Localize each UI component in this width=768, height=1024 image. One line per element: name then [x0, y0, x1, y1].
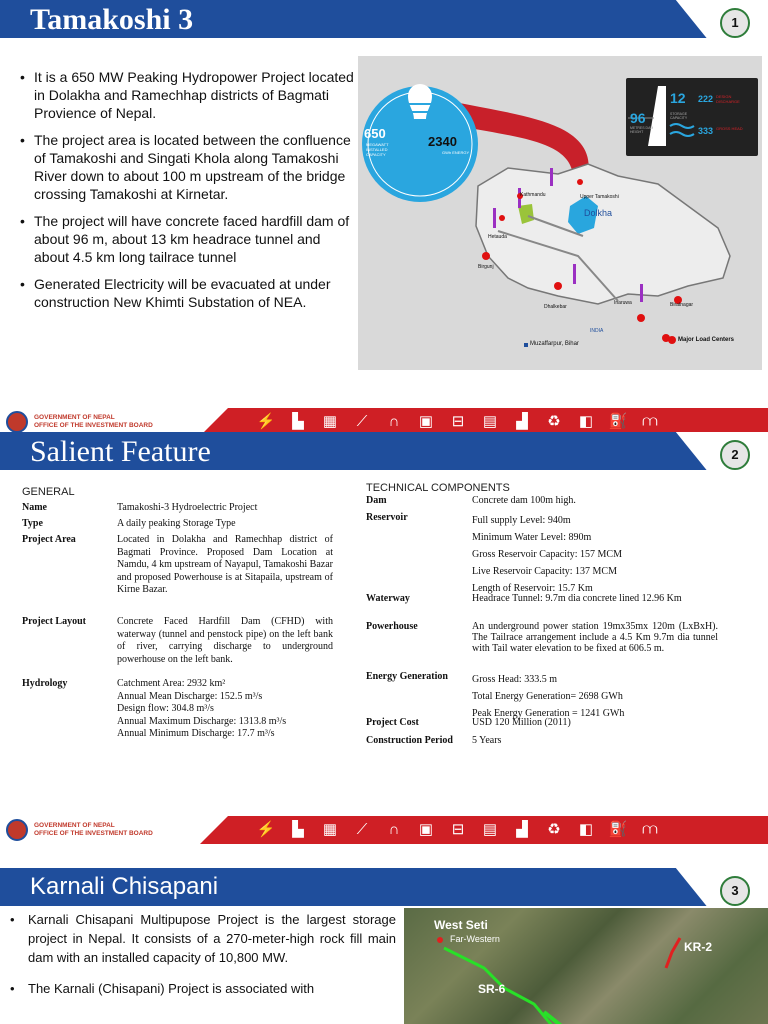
industry-icon: ▟: [516, 821, 528, 838]
row-value: A daily peaking Storage Type: [117, 518, 236, 529]
footer-icon-row: [256, 820, 660, 840]
page-number: 1: [720, 8, 750, 38]
value-line: Gross Head: 333.5 m: [472, 674, 557, 685]
place-upper-tamakoshi: Upper Tamakoshi: [580, 194, 619, 200]
slide-title: Karnali Chisapani: [30, 873, 219, 900]
fuel-icon: ⛽: [608, 413, 628, 430]
factory-icon: ▙: [292, 413, 304, 430]
technical-heading: TECHNICAL COMPONENTS: [366, 482, 510, 494]
row-key: Dam: [366, 495, 387, 506]
bus-icon: ▤: [482, 413, 498, 430]
value-line: Total Energy Generation= 2698 GWh: [472, 691, 623, 702]
label-far-western: Far-Western: [450, 934, 500, 944]
general-heading: GENERAL: [22, 486, 75, 498]
tunnel-icon: ∩: [388, 821, 400, 838]
slide-title: Salient Feature: [30, 435, 211, 468]
value-line: Gross Reservoir Capacity: 157 MCM: [472, 549, 622, 560]
place-birgunj: Birgunj: [478, 264, 494, 270]
row-value: Headrace Tunnel: 9.7m dia concrete lined 12.96 Km: [472, 593, 682, 604]
label-west-seti: West Seti: [434, 918, 488, 932]
title-bar: [0, 868, 768, 908]
transmission-icon: ⚡: [256, 413, 276, 430]
row-key: Type: [22, 518, 43, 529]
row-key: Hydrology: [22, 678, 68, 689]
row-value: Concrete Faced Hardfill Dam (CFHD) with waterway (tunnel and penstock pipe) on the left bank of river, carrying discharge to underground powerhouse on the left bank.: [117, 616, 333, 665]
row-value: USD 120 Million (2011): [472, 717, 571, 728]
gov-text: [34, 414, 153, 430]
gov-line-1: GOVERNMENT OF NEPAL: [34, 414, 115, 421]
value-line: Minimum Water Level: 890m: [472, 532, 592, 543]
value-line: Full supply Level: 940m: [472, 515, 571, 526]
water-icon: ◧: [578, 413, 594, 430]
place-biratnagar: Biratnagar: [670, 302, 694, 308]
bus-icon: ▤: [482, 821, 498, 838]
energy-label: GWh ENERGY: [442, 150, 470, 155]
footer-bar: [0, 816, 768, 844]
nepal-emblem-icon: [6, 819, 28, 841]
gov-line-1: GOVERNMENT OF NEPAL: [34, 822, 115, 829]
bullet-item: • It is a 650 MW Peaking Hydropower Project located in Dolakha and Ramechhap districts of Bagmati Provience of Nepal.: [18, 68, 358, 122]
row-key: Powerhouse: [366, 621, 418, 632]
value-line: Catchment Area: 2932 km²: [117, 678, 226, 689]
page-number: 2: [720, 440, 750, 470]
legend-load-centers: Major Load Centers: [678, 337, 735, 343]
place-dolkha: Dolkha: [584, 208, 613, 218]
gross-head-value: 333: [698, 126, 714, 136]
value-line: Annual Minimum Discharge: 17.7 m³/s: [117, 728, 275, 740]
row-value: Located in Dolakha and Ramechhap district of Bagmati Province. Proposed Dam Location at Namdu, 4 km upstream of Nayapul, Tamakoshi Bazar and proposed Powerhouse is at Sitapaila, upstream of Kirne Bazar.: [117, 534, 333, 596]
place-india: INDIA: [590, 328, 604, 334]
bridge-icon: ⩋: [642, 821, 658, 838]
gross-head-label: GROSS HEAD: [716, 126, 743, 131]
title-bar: [0, 432, 768, 472]
nepal-emblem-icon: [6, 411, 28, 433]
place-kathmandu: Kathmandu: [520, 192, 546, 198]
place-hetauda: Hetauda: [488, 234, 507, 240]
row-key: Project Area: [22, 534, 76, 545]
city-icon: ▦: [322, 821, 338, 838]
gov-line-2: OFFICE OF THE INVESTMENT BOARD: [34, 422, 153, 429]
discharge-label: DESIGN DISCHARGE: [716, 94, 740, 104]
satellite-map: [404, 908, 768, 1024]
bullet-item: • The project will have concrete faced hardfill dam of about 96 m, about 13 km headrace tunnel and about 4.5 km long tailrace tunnel: [18, 212, 358, 266]
cable-car-icon: ⊟: [451, 821, 465, 838]
discharge-value: 222: [698, 94, 714, 104]
row-value: [472, 512, 724, 597]
bullet-item: • Karnali Chisapani Multipupose Project is the largest storage project in Nepal. It consists of a 270-meter-high rock fill main dam with an installed capacity of 10,800 MW.: [8, 910, 396, 967]
row-value: [117, 678, 333, 741]
value-line: Annual Mean Discharge: 152.5 m³/s: [117, 690, 263, 702]
installed-capacity-value: 650: [364, 126, 386, 141]
bridge-icon: ⩋: [642, 413, 658, 430]
row-key: Construction Period: [366, 735, 453, 746]
fuel-icon: ⛽: [608, 821, 628, 838]
row-key: Project Cost: [366, 717, 419, 728]
storage-label: STORAGE CAPACITY: [670, 112, 688, 120]
installed-capacity-label: MEGAWATT INSTALLED CAPACITY: [366, 142, 389, 157]
value-line: Design flow: 304.8 m³/s: [117, 703, 214, 715]
page-number: 3: [720, 876, 750, 906]
tunnel-icon: ∩: [388, 413, 400, 430]
city-icon: ▦: [322, 413, 338, 430]
bullet-item: • The project area is located between the confluence of Tamakoshi and Singati Khola along Tamakoshi River down to about 100 m upstream of the bridge crossing Tamakoshi at Kirnetar.: [18, 131, 358, 203]
slide-karnali-chisapani: [0, 868, 768, 1024]
industry-icon: ▟: [516, 413, 528, 430]
value-line: Annual Maximum Discharge: 1313.8 m³/s: [117, 715, 287, 727]
transmission-icon: ⚡: [256, 821, 276, 838]
project-map: [358, 56, 762, 370]
row-value: [472, 671, 724, 722]
dam-height-label: METRES DAM HEIGHT: [630, 126, 654, 134]
gov-line-2: OFFICE OF THE INVESTMENT BOARD: [34, 830, 153, 837]
place-dhalkebar: Dhalkebar: [544, 304, 567, 310]
gov-text: [34, 822, 153, 838]
slide-salient-feature: [0, 432, 768, 816]
row-key: Waterway: [366, 593, 410, 604]
road-icon: ⟋: [356, 413, 368, 430]
title-bar: [0, 0, 768, 40]
label-sr6: SR-6: [478, 982, 506, 996]
recycle-icon: ♻: [547, 413, 561, 430]
place-inaruwa: Inaruwa: [614, 300, 632, 306]
value-line: Live Reservoir Capacity: 137 MCM: [472, 566, 617, 577]
row-value: Concrete dam 100m high.: [472, 495, 576, 506]
label-kr2: KR-2: [684, 940, 713, 954]
train-icon: ▣: [418, 821, 434, 838]
legend-muzaffarpur: Muzaffarpur, Bihar: [530, 341, 579, 347]
factory-icon: ▙: [292, 821, 304, 838]
value-line: Length of Reservoir: 15.7 Km: [472, 583, 593, 594]
dam-height-value: 96: [630, 110, 646, 126]
water-icon: ◧: [578, 821, 594, 838]
row-key: Reservoir: [366, 512, 408, 523]
recycle-icon: ♻: [547, 821, 561, 838]
footer-icon-row: [256, 412, 660, 432]
bullet-item: • Generated Electricity will be evacuated at under construction New Khimti Substation of NEA.: [18, 275, 358, 311]
row-key: Energy Generation: [366, 671, 448, 682]
energy-value: 2340: [428, 134, 457, 149]
slide-tamakoshi-3: [0, 0, 768, 408]
road-icon: ⟋: [356, 821, 368, 838]
slide-title: Tamakoshi 3: [30, 3, 194, 36]
row-value: Tamakoshi-3 Hydroelectric Project: [117, 502, 258, 513]
row-key: Name: [22, 502, 47, 513]
train-icon: ▣: [418, 413, 434, 430]
row-value: An underground power station 19mx35mx 120m (LxBxH). The Tailrace arrangement include a 4.5 Km 9.7m dia tunnel with Tail water elevation to be fixed at 606.5 m.: [472, 621, 718, 654]
bullet-item: • The Karnali (Chisapani) Project is associated with: [8, 979, 396, 998]
row-value: 5 Years: [472, 735, 502, 746]
cable-car-icon: ⊟: [451, 413, 465, 430]
bullet-list: [18, 68, 358, 320]
bullet-list: [8, 910, 396, 1010]
value-line: Peak Energy Generation = 1241 GWh: [472, 708, 625, 719]
row-key: Project Layout: [22, 616, 86, 627]
storage-value: 12: [670, 90, 686, 106]
